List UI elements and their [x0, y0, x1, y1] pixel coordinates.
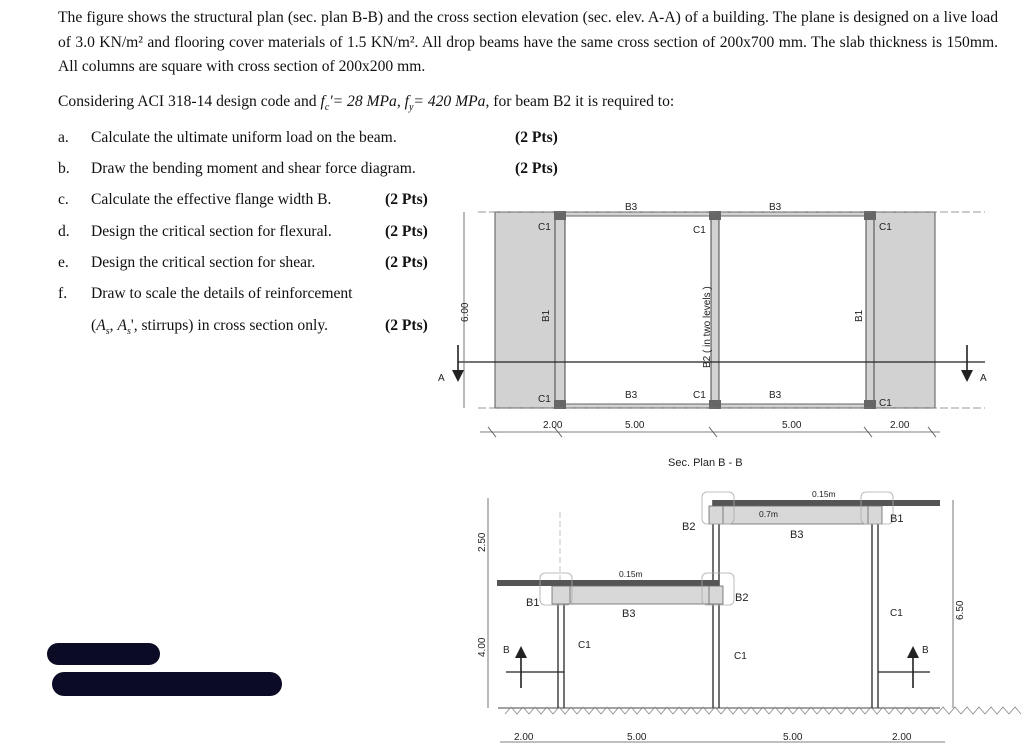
elevation-drawing [477, 489, 1021, 743]
redaction-mark [47, 643, 160, 665]
elev-beam-b1-label: B1 [890, 513, 904, 525]
elev-beam-b3-label: B3 [790, 529, 804, 541]
plan-slab [495, 212, 935, 408]
plan-column-label: C1 [879, 398, 892, 409]
plan-beam-b1-label: B1 [854, 309, 865, 322]
plan-dim-height: 6.00 [460, 302, 471, 322]
plan-beam-b2-label: B2 ( in two levels ) [702, 286, 713, 368]
elev-thickness-high: 0.15m [812, 489, 836, 499]
elev-column-label: C1 [890, 608, 903, 619]
plan-drawing [438, 202, 987, 469]
elev-beam-b2-label: B2 [735, 592, 749, 604]
plan-column [864, 211, 876, 220]
elev-span-dim: 2.00 [514, 732, 534, 743]
elev-section-mark-left: B [503, 645, 510, 656]
elev-beam-b3-label: B3 [622, 608, 636, 620]
redaction-mark [52, 672, 282, 696]
design-conditions: Considering ACI 318-14 design code and $f_c'= 28$ MPa, $f_y= 420$ MPa, for beam B2 it is required to: [58, 93, 675, 114]
elev-beam-b2-label: B2 [682, 521, 696, 533]
plan-column-label: C1 [693, 390, 706, 401]
plan-span-dim: 2.00 [890, 420, 910, 431]
plan-beam-b3-label: B3 [625, 390, 638, 401]
elev-column-label: C1 [734, 651, 747, 662]
elev-high-beam [719, 506, 872, 524]
elev-thickness-low: 0.15m [619, 569, 643, 579]
plan-beam-b3-label: B3 [769, 202, 782, 213]
plan-section-mark-left: A [438, 373, 445, 384]
plan-title: Sec. Plan B - B [668, 457, 743, 469]
plan-column-label: C1 [879, 222, 892, 233]
elev-low-beam [564, 586, 713, 604]
elev-span-dim: 5.00 [783, 732, 803, 743]
elev-offset: 0.7m [759, 509, 778, 519]
plan-column-label: C1 [538, 394, 551, 405]
plan-beam-b3-label: B3 [625, 202, 638, 213]
elev-dim-lower: 4.00 [477, 637, 488, 657]
elev-span-dim: 5.00 [627, 732, 647, 743]
plan-bay-left [565, 216, 711, 404]
plan-column-label: C1 [693, 225, 706, 236]
elev-high-slab [713, 500, 940, 506]
elev-column-label: C1 [578, 640, 591, 651]
elev-section-mark-right: B [922, 645, 929, 656]
plan-span-dim: 5.00 [625, 420, 645, 431]
plan-column [709, 211, 721, 220]
elev-dim-upper: 2.50 [477, 532, 488, 552]
plan-beam-b1-label: B1 [541, 309, 552, 322]
plan-beam-b3-label: B3 [769, 390, 782, 401]
elev-span-dim: 2.00 [892, 732, 912, 743]
plan-bay-right [719, 216, 866, 404]
plan-column-label: C1 [538, 222, 551, 233]
elev-beam-b1-label: B1 [526, 597, 540, 609]
problem-intro: The figure shows the structural plan (sec. plan B-B) and the cross section elevation (sec. elev. A-A) of a building. The plane is designed on a live load of 3.0 KN/m² and flooring cover materials of 1.5 KN/m². All drop beams have the same cross section of 200x700 mm. The slab thickness is 150mm. All columns are square with cross section of 200x200 mm. [58, 9, 998, 75]
plan-column [554, 211, 566, 220]
plan-span-dim: 2.00 [543, 420, 563, 431]
elev-low-slab [497, 580, 719, 586]
elev-dim-total: 6.50 [955, 600, 966, 620]
plan-span-dim: 5.00 [782, 420, 802, 431]
plan-section-mark-right: A [980, 373, 987, 384]
